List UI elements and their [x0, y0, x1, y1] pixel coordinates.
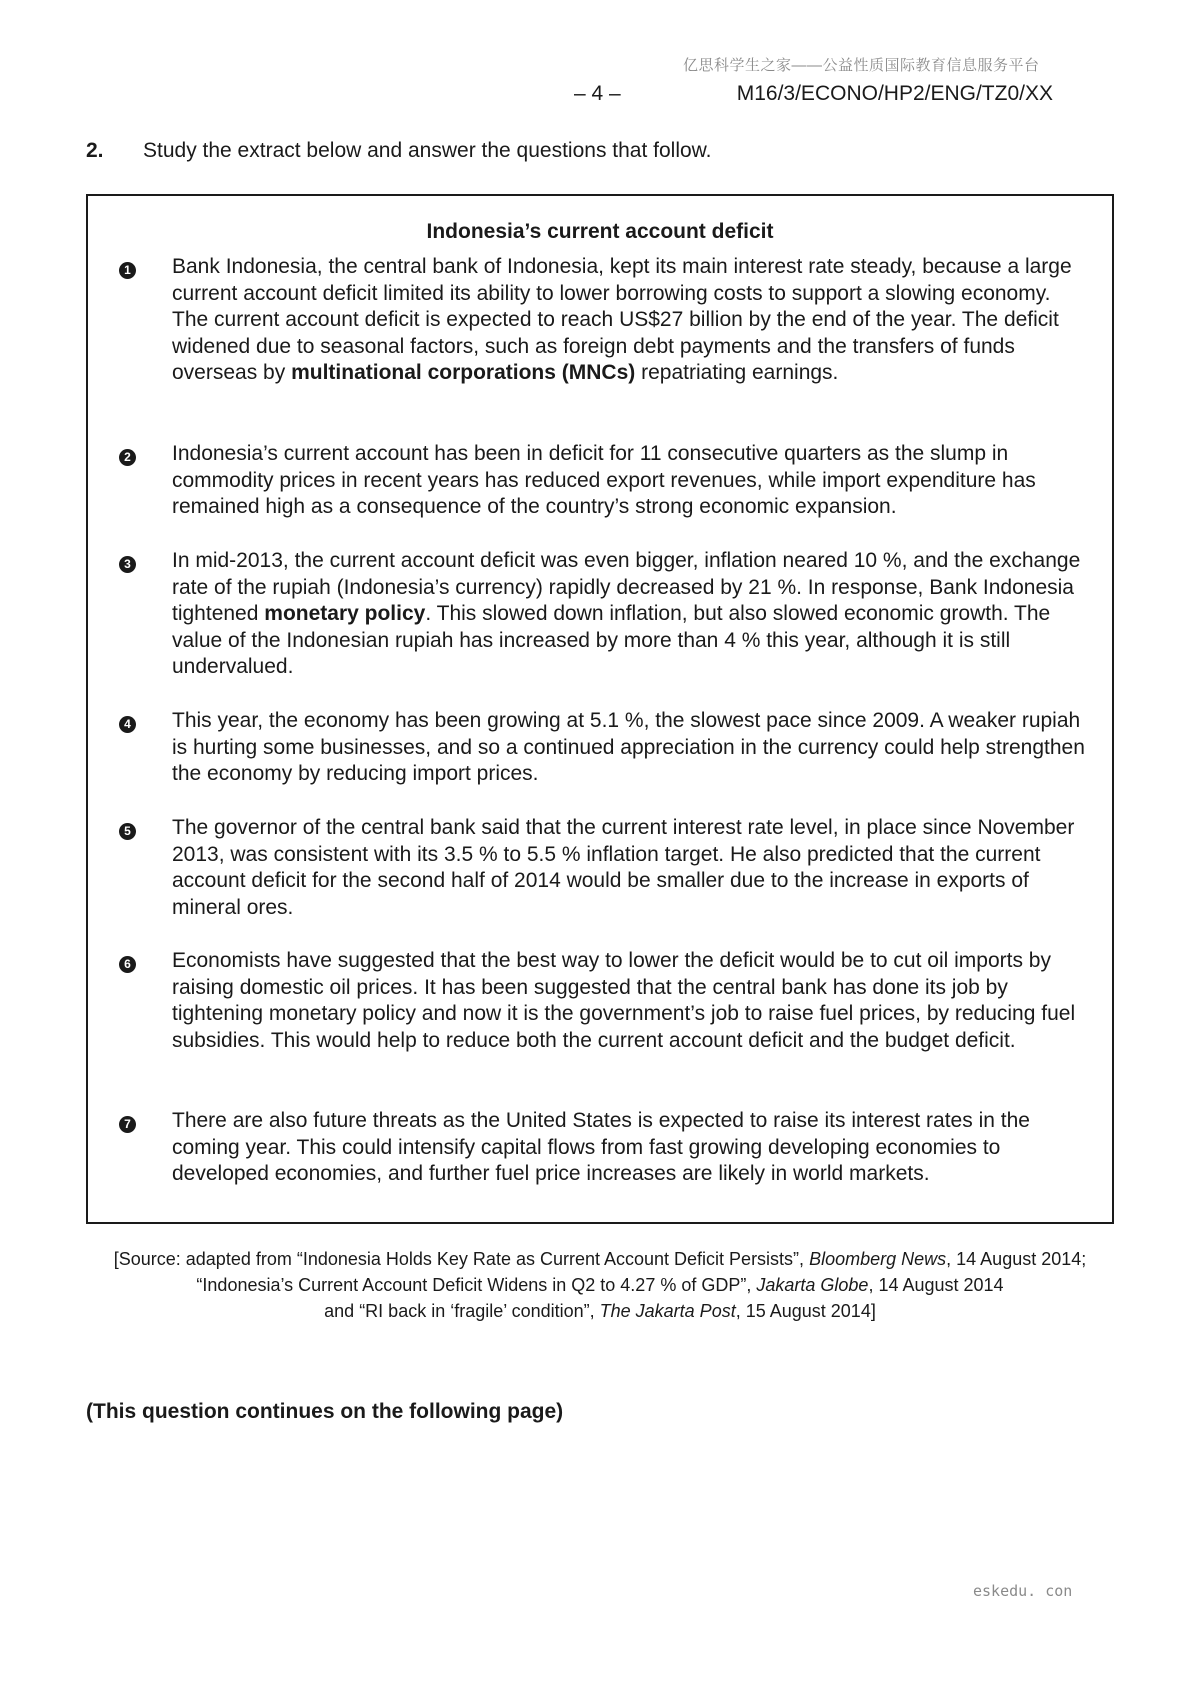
extract-title: Indonesia’s current account deficit [426, 220, 774, 243]
paragraph-3-bold-term: monetary policy [264, 602, 426, 625]
extract-paragraph-3 [172, 548, 1092, 681]
source-3-publication: The Jakarta Post [599, 1301, 736, 1321]
source-line-3 [86, 1298, 1114, 1324]
paragraph-3-text-end: . This slowed down inflation, but also slowed economic growth. The value of the Indonesian rupiah has increased by more than 4 % this year, although it is still undervalued. [172, 602, 1051, 678]
paragraph-marker-7: 7 [119, 1116, 136, 1133]
paragraph-3-text: In mid-2013, the current account deficit was even bigger, inflation neared 10 %, and the exchange rate of the rupiah (Indonesia’s currency) rapidly decreased by 21 %. In response, Bank Indonesia tightened [172, 549, 1081, 625]
footer-mark: eskedu. con [973, 1582, 1073, 1600]
extract-paragraph-7: There are also future threats as the United States is expected to raise its interest rates in the coming year. This could intensify capital flows from fast growing developing economies to developed economies, and further fuel price increases are likely in world markets. [172, 1109, 1030, 1185]
source-2-date: , 14 August 2014 [868, 1275, 1004, 1295]
source-1-text: [Source: adapted from “Indonesia Holds Key Rate as Current Account Deficit Persists”, [113, 1249, 805, 1269]
extract-paragraph-6: Economists have suggested that the best way to lower the deficit would be to cut oil imports by raising domestic oil prices. It has been suggested that the central bank has done its job by tightening monetary policy and now it is the government’s job to raise fuel prices, by reducing fuel subsidies. This would help to reduce both the current account deficit and the budget deficit. [172, 949, 1076, 1052]
paragraph-marker-6: 6 [119, 956, 136, 973]
source-line-2 [86, 1272, 1114, 1298]
extract-box [86, 194, 1114, 1224]
paragraph-1-bold-term: multinational corporations (MNCs) [291, 361, 636, 384]
paragraph-marker-4: 4 [119, 716, 136, 733]
extract-paragraph-2: Indonesia’s current account has been in deficit for 11 consecutive quarters as the slump in commodity prices in recent years has reduced export revenues, while import expenditure has remained high as a consequence of the country’s strong economic expansion. [172, 442, 1036, 518]
paragraph-marker-2: 2 [119, 449, 136, 466]
paragraph-marker-3: 3 [119, 556, 136, 573]
source-3-text: and “RI back in ‘fragile’ condition”, [324, 1301, 595, 1321]
source-2-publication: Jakarta Globe [756, 1275, 869, 1295]
paragraph-marker-5: 5 [119, 823, 136, 840]
source-line-1 [86, 1246, 1114, 1272]
watermark-text: 亿思科学生之家——公益性质国际教育信息服务平台 [683, 57, 1040, 74]
paragraph-1-text-end: repatriating earnings. [641, 361, 839, 384]
extract-paragraph-1 [172, 254, 1092, 387]
source-3-date: , 15 August 2014] [735, 1301, 876, 1321]
source-1-publication: Bloomberg News [809, 1249, 947, 1269]
question-number: 2. [86, 139, 104, 162]
extract-paragraph-4: This year, the economy has been growing at 5.1 %, the slowest pace since 2009. A weaker rupiah is hurting some businesses, and so a continued appreciation in the currency could help strengthen the economy by reducing import prices. [172, 709, 1085, 785]
paper-code: M16/3/ECONO/HP2/ENG/TZ0/XX [736, 82, 1053, 105]
source-1-date: , 14 August 2014; [946, 1249, 1087, 1269]
question-instruction: Study the extract below and answer the questions that follow. [143, 139, 712, 162]
page-number: – 4 – [574, 82, 621, 105]
paragraph-marker-1: 1 [119, 262, 136, 279]
extract-paragraph-5: The governor of the central bank said that the current interest rate level, in place since November 2013, was consistent with its 3.5 % to 5.5 % inflation target. He also predicted that the current account deficit for the second half of 2014 would be smaller due to the increase in exports of mineral ores. [172, 816, 1075, 919]
paragraph-1-text: Bank Indonesia, the central bank of Indonesia, kept its main interest rate steady, because a large current account deficit limited its ability to lower borrowing costs to support a slowing economy. The current account deficit is expected to reach US$27 billion by the end of the year. The deficit widened due to seasonal factors, such as foreign debt payments and the transfers of funds overseas by [172, 255, 1072, 384]
source-2-text: “Indonesia’s Current Account Deficit Widens in Q2 to 4.27 % of GDP”, [196, 1275, 752, 1295]
continues-note: (This question continues on the following page) [86, 1400, 564, 1423]
source-citation [86, 1246, 1114, 1324]
